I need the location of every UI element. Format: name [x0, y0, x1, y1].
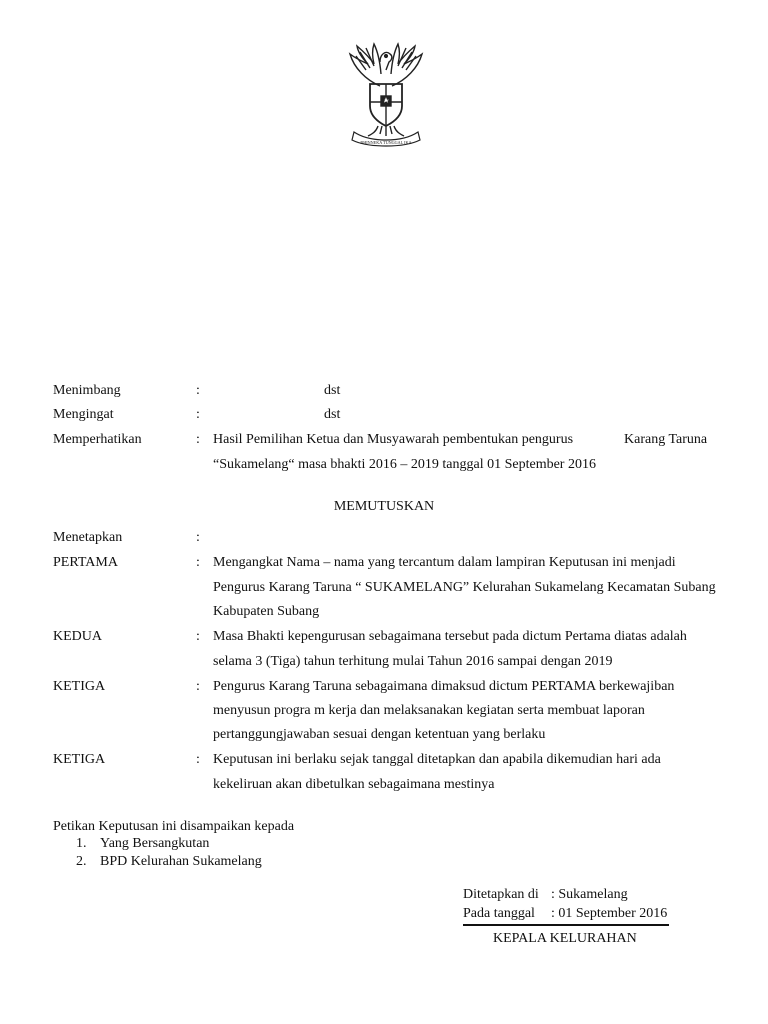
decision-label: KETIGA — [53, 752, 106, 767]
decision-colon: : — [196, 629, 200, 644]
row-text: dst — [324, 407, 341, 422]
list-number: 2. — [76, 854, 87, 869]
row-colon: : — [196, 407, 200, 422]
place-value: : Sukamelang — [551, 887, 628, 902]
decision-row — [53, 750, 733, 770]
decision-row — [53, 553, 733, 573]
distribution-intro: Petikan Keputusan ini disampaikan kepada — [53, 819, 295, 834]
consideration-row — [53, 381, 733, 401]
consideration-row — [53, 430, 733, 450]
decision-row — [53, 528, 733, 548]
decision-label: KEDUA — [53, 629, 102, 644]
consideration-row — [53, 405, 733, 425]
row-label: Mengingat — [53, 407, 114, 422]
date-label: Pada tanggal — [463, 906, 535, 921]
row-colon: : — [196, 432, 200, 447]
list-number: 1. — [76, 836, 87, 851]
decision-colon: : — [196, 752, 200, 767]
decision-text: menyusun progra m kerja dan melaksanakan kegiatan serta membuat laporan — [213, 703, 645, 718]
signature-title: KEPALA KELURAHAN — [493, 931, 637, 946]
decision-text: Mengangkat Nama – nama yang tercantum dalam lampiran Keputusan ini menjadi — [213, 555, 676, 570]
decision-text: Pengurus Karang Taruna “ SUKAMELANG” Kelurahan Sukamelang Kecamatan Subang — [213, 580, 716, 595]
decision-text: Keputusan ini berlaku sejak tanggal ditetapkan dan apabila dikemudian hari ada — [213, 752, 661, 767]
row-label: Menimbang — [53, 383, 121, 398]
date-value: : 01 September 2016 — [551, 906, 668, 921]
row-text: Hasil Pemilihan Ketua dan Musyawarah pembentukan pengurus — [213, 432, 574, 447]
decision-text: Pengurus Karang Taruna sebagaimana dimaksud dictum PERTAMA berkewajiban — [213, 679, 675, 694]
decision-text: pertanggungjawaban sesuai dengan ketentuan yang berlaku — [213, 727, 546, 742]
list-item — [76, 853, 262, 871]
list-text: BPD Kelurahan Sukamelang — [100, 854, 262, 869]
decision-text: Kabupaten Subang — [213, 604, 320, 619]
decision-text: kekeliruan akan dibetulkan sebagaimana mestinya — [213, 777, 495, 792]
place-label: Ditetapkan di — [463, 887, 539, 902]
decision-label: PERTAMA — [53, 555, 118, 570]
decision-text: selama 3 (Tiga) tahun terhitung mulai Tahun 2016 sampai dengan 2019 — [213, 654, 613, 669]
signature-place — [463, 885, 628, 904]
decision-label: KETIGA — [53, 679, 106, 694]
decision-colon: : — [196, 530, 200, 545]
list-text: Yang Bersangkutan — [100, 836, 210, 851]
decision-row — [53, 627, 733, 647]
decision-label: Menetapkan — [53, 530, 123, 545]
decision-row — [53, 677, 733, 697]
svg-text:BHINNEKA TUNGGAL IKA: BHINNEKA TUNGGAL IKA — [360, 140, 412, 145]
row-continuation: “Sukamelang“ masa bhakti 2016 – 2019 tanggal 01 September 2016 — [213, 457, 596, 472]
row-label: Memperhatikan — [53, 432, 142, 447]
decision-title: MEMUTUSKAN — [333, 499, 435, 514]
row-text: dst — [324, 383, 341, 398]
decision-text: Masa Bhakti kepengurusan sebagaimana tersebut pada dictum Pertama diatas adalah — [213, 629, 687, 644]
row-colon: : — [196, 383, 200, 398]
garuda-pancasila-emblem-icon — [336, 40, 436, 148]
row-text-right: Karang Taruna — [624, 432, 708, 447]
signature-date — [463, 904, 669, 926]
decision-colon: : — [196, 555, 200, 570]
list-item — [76, 835, 209, 853]
decision-colon: : — [196, 679, 200, 694]
